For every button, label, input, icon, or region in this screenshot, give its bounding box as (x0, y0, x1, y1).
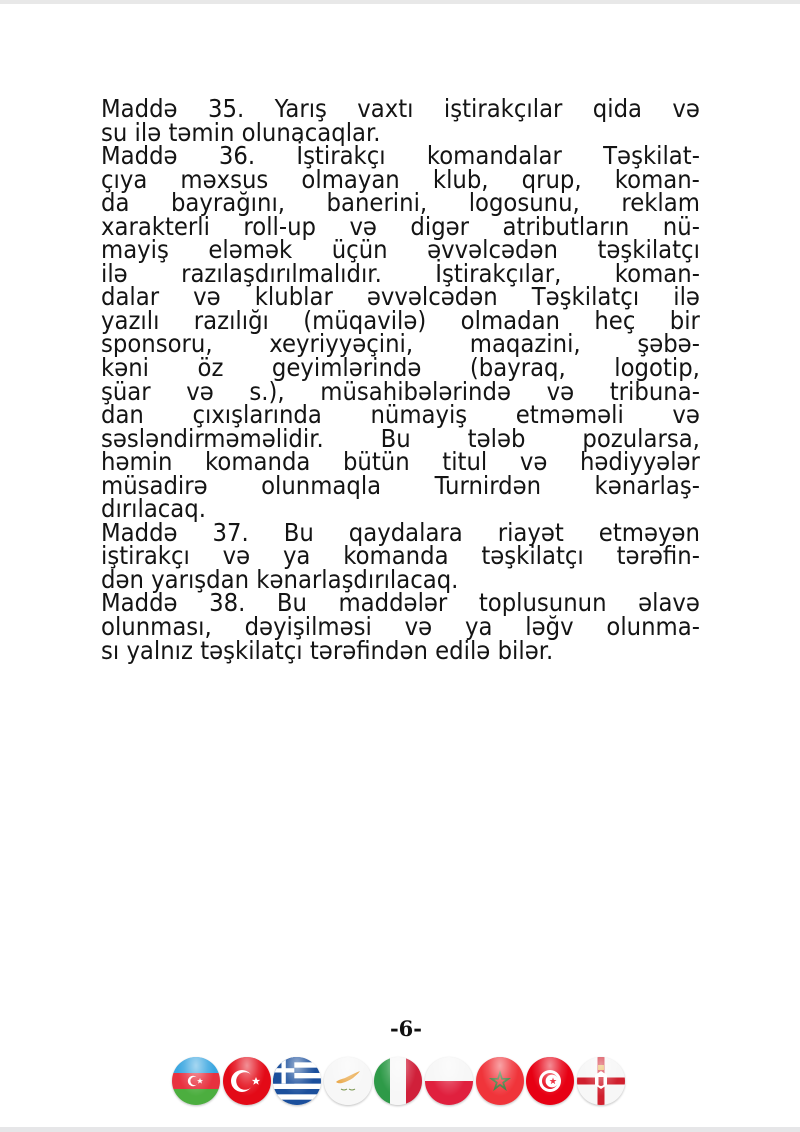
northern-ireland-flag-icon (577, 1057, 625, 1105)
tunisia-flag-icon (526, 1057, 574, 1105)
text-line: sponsoru, xeyriyyəçini, maqazini, şəbə- (101, 329, 700, 359)
text-line: Maddə 36. İştirakçı komandalar Təşkilat- (101, 141, 700, 171)
text-line: ilə razılaşdırılmalıdır. İştirakçılar, koman- (101, 258, 700, 288)
greece-flag-icon (273, 1057, 321, 1105)
cyprus-flag-icon (324, 1057, 372, 1105)
azerbaijan-flag-icon (172, 1057, 220, 1105)
text-line: həmin komanda bütün titul və hədiyyələr (101, 447, 700, 477)
morocco-flag-icon (476, 1057, 524, 1105)
text-line: dan çıxışlarında nümayiş etməməli və (101, 400, 700, 430)
italy-flag-icon (374, 1057, 422, 1105)
text-line: Maddə 38. Bu maddələr toplusunun əlavə (101, 588, 700, 618)
text-line: səsləndirməməlidir. Bu tələb pozularsa, (101, 423, 700, 453)
text-line: da bayrağını, banerini, logosunu, reklam (101, 188, 700, 218)
text-line: dən yarışdan kənarlaşdırılacaq. (101, 564, 459, 594)
text-line: çıya məxsus olmayan klub, qrup, koman- (101, 164, 700, 194)
text-line: sı yalnız təşkilatçı tərəfindən edilə bilər. (101, 635, 554, 665)
turkey-flag-icon (223, 1057, 271, 1105)
text-line: olunması, dəyişilməsi və ya ləğv olunma- (101, 612, 700, 642)
text-line: su ilə təmin olunacaqlar. (101, 117, 381, 147)
text-line: şüar və s.), müsahibələrində və tribuna- (101, 376, 700, 406)
text-line: müsadirə olunmaqla Turnirdən kənarlaş- (101, 470, 700, 500)
text-line: dalar və klublar əvvəlcədən Təşkilatçı ilə (101, 282, 700, 312)
text-line: iştirakçı və ya komanda təşkilatçı tərəfin- (101, 541, 700, 571)
text-line: Maddə 35. Yarış vaxtı iştirakçılar qida və (101, 94, 700, 123)
text-line: yazılı razılığı (müqavilə) olmadan heç bir (101, 305, 700, 335)
text-line: kəni öz geyimlərində (bayraq, logotip, (101, 353, 700, 383)
text-line: mayiş eləmək üçün əvvəlcədən təşkilatçı (101, 235, 700, 265)
country-flags-row (172, 1057, 625, 1107)
articles-text (101, 94, 700, 665)
page-number: -6- (389, 1016, 423, 1041)
bottom-edge (0, 1127, 800, 1132)
text-line: xarakterli roll-up və digər atributların nü- (101, 211, 700, 241)
text-line: dırılacaq. (101, 494, 206, 524)
poland-flag-icon (425, 1057, 473, 1105)
text-line: Maddə 37. Bu qaydalara riayət etməyən (101, 517, 700, 547)
